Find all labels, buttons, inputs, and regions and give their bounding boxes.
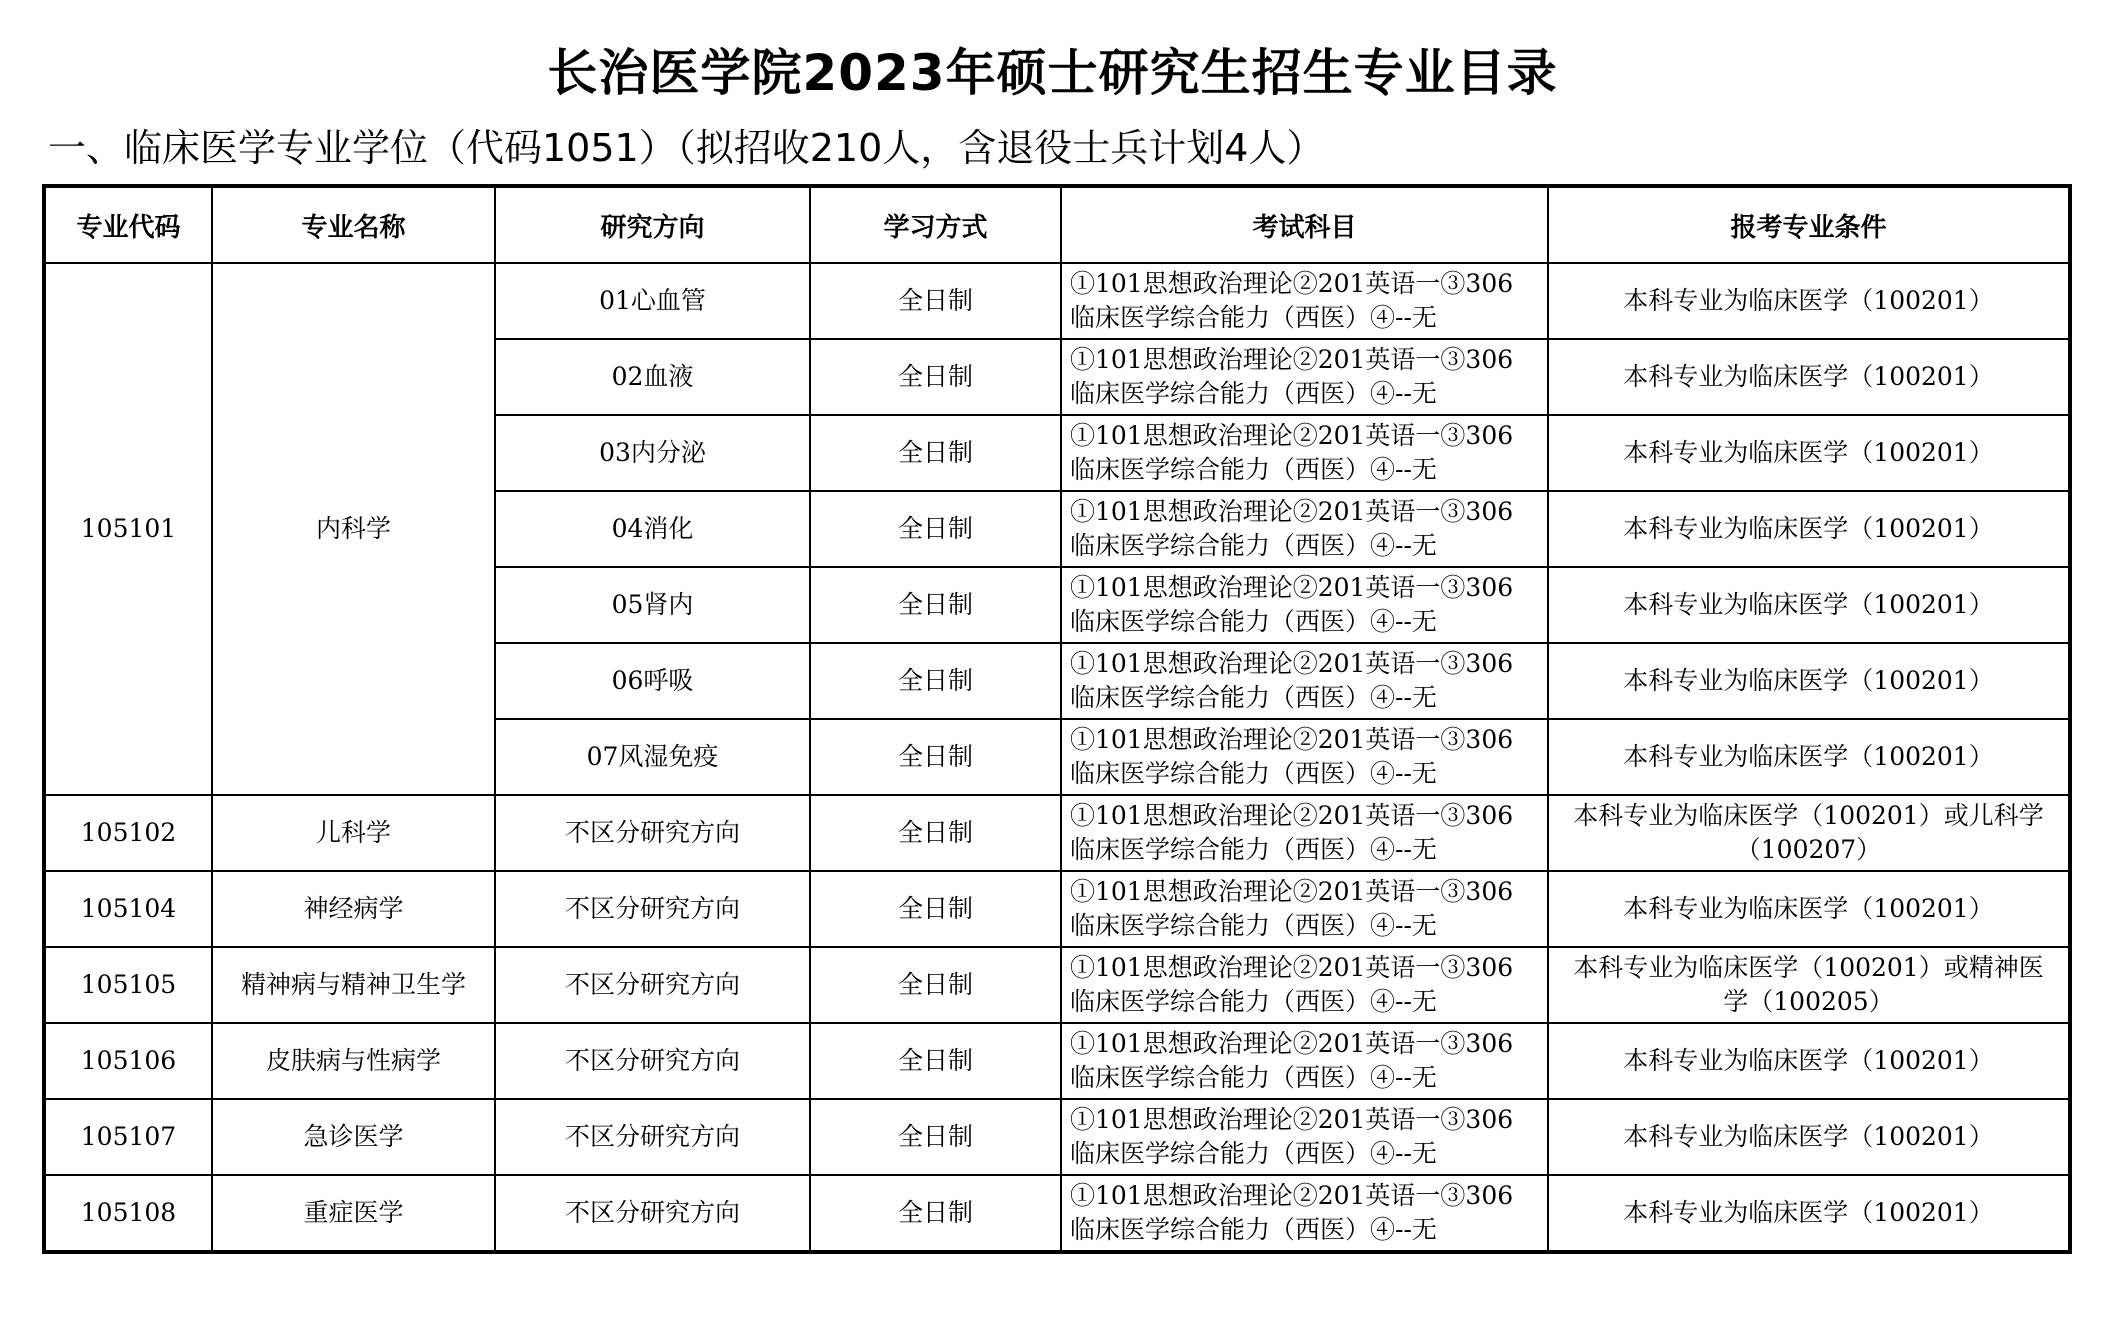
study-mode-cell: 全日制 <box>810 947 1061 1023</box>
exam-line-2: 临床医学综合能力（西医）④--无 <box>1070 531 1437 560</box>
exam-line-2: 临床医学综合能力（西医）④--无 <box>1070 303 1437 332</box>
header-application-requirements: 报考专业条件 <box>1548 186 2070 263</box>
exam-line-1: ①101思想政治理论②201英语一③306 <box>1070 1181 1514 1210</box>
requirement-line-1: 本科专业为临床医学（100201）或儿科学 <box>1573 801 2044 830</box>
direction-cell: 不区分研究方向 <box>495 1175 810 1252</box>
major-code-cell: 105108 <box>44 1175 212 1252</box>
direction-cell: 03内分泌 <box>495 415 810 491</box>
direction-cell: 04消化 <box>495 491 810 567</box>
major-code-cell: 105104 <box>44 871 212 947</box>
exam-line-1: ①101思想政治理论②201英语一③306 <box>1070 877 1514 906</box>
header-research-direction: 研究方向 <box>495 186 810 263</box>
header-exam-subjects: 考试科目 <box>1061 186 1548 263</box>
exam-line-1: ①101思想政治理论②201英语一③306 <box>1070 725 1514 754</box>
requirement-line-2: 学（100205） <box>1723 987 1894 1016</box>
direction-cell: 不区分研究方向 <box>495 1023 810 1099</box>
exam-subjects-cell <box>1061 871 1548 947</box>
requirement-cell: 本科专业为临床医学（100201） <box>1548 719 2070 795</box>
exam-subjects-cell <box>1061 1175 1548 1252</box>
study-mode-cell: 全日制 <box>810 263 1061 339</box>
major-name-cell: 内科学 <box>212 263 495 795</box>
exam-subjects-cell <box>1061 567 1548 643</box>
requirement-cell: 本科专业为临床医学（100201） <box>1548 339 2070 415</box>
direction-cell: 不区分研究方向 <box>495 871 810 947</box>
requirement-cell: 本科专业为临床医学（100201） <box>1548 415 2070 491</box>
requirement-cell <box>1548 947 2070 1023</box>
study-mode-cell: 全日制 <box>810 719 1061 795</box>
requirement-cell: 本科专业为临床医学（100201） <box>1548 491 2070 567</box>
table-row <box>44 871 2070 947</box>
direction-cell: 07风湿免疫 <box>495 719 810 795</box>
exam-subjects-cell <box>1061 947 1548 1023</box>
study-mode-cell: 全日制 <box>810 1099 1061 1175</box>
exam-subjects-cell <box>1061 491 1548 567</box>
exam-line-1: ①101思想政治理论②201英语一③306 <box>1070 421 1514 450</box>
exam-line-2: 临床医学综合能力（西医）④--无 <box>1070 1139 1437 1168</box>
exam-subjects-cell <box>1061 1023 1548 1099</box>
exam-line-2: 临床医学综合能力（西医）④--无 <box>1070 911 1437 940</box>
section-heading: 一、临床医学专业学位（代码1051）（拟招收210人，含退役士兵计划4人） <box>48 126 1325 170</box>
exam-line-2: 临床医学综合能力（西医）④--无 <box>1070 1215 1437 1244</box>
exam-subjects-cell <box>1061 795 1548 871</box>
direction-cell: 01心血管 <box>495 263 810 339</box>
major-name-cell: 重症医学 <box>212 1175 495 1252</box>
study-mode-cell: 全日制 <box>810 1175 1061 1252</box>
requirement-cell: 本科专业为临床医学（100201） <box>1548 263 2070 339</box>
exam-subjects-cell <box>1061 719 1548 795</box>
table-row <box>44 795 2070 871</box>
direction-cell: 不区分研究方向 <box>495 1099 810 1175</box>
requirement-cell: 本科专业为临床医学（100201） <box>1548 567 2070 643</box>
header-major-name: 专业名称 <box>212 186 495 263</box>
major-code-cell: 105101 <box>44 263 212 795</box>
major-name-cell: 儿科学 <box>212 795 495 871</box>
exam-line-1: ①101思想政治理论②201英语一③306 <box>1070 573 1514 602</box>
table-row <box>44 1175 2070 1252</box>
exam-line-1: ①101思想政治理论②201英语一③306 <box>1070 953 1514 982</box>
direction-cell: 05肾内 <box>495 567 810 643</box>
requirement-cell <box>1548 1175 2070 1252</box>
exam-line-2: 临床医学综合能力（西医）④--无 <box>1070 455 1437 484</box>
exam-line-1: ①101思想政治理论②201英语一③306 <box>1070 1029 1514 1058</box>
exam-line-1: ①101思想政治理论②201英语一③306 <box>1070 649 1514 678</box>
table-header-row <box>44 186 2070 263</box>
program-catalog-table <box>42 184 2072 1254</box>
requirement-cell <box>1548 1099 2070 1175</box>
requirement-line-1: 本科专业为临床医学（100201）或精神医 <box>1573 953 2044 982</box>
major-name-cell: 急诊医学 <box>212 1099 495 1175</box>
requirement-cell <box>1548 1023 2070 1099</box>
exam-line-2: 临床医学综合能力（西医）④--无 <box>1070 379 1437 408</box>
exam-subjects-cell <box>1061 263 1548 339</box>
study-mode-cell: 全日制 <box>810 567 1061 643</box>
major-code-cell: 105102 <box>44 795 212 871</box>
requirement-cell: 本科专业为临床医学（100201） <box>1548 643 2070 719</box>
exam-line-1: ①101思想政治理论②201英语一③306 <box>1070 497 1514 526</box>
requirement-cell <box>1548 871 2070 947</box>
requirement-line-1: 本科专业为临床医学（100201） <box>1623 1198 1994 1227</box>
exam-line-2: 临床医学综合能力（西医）④--无 <box>1070 835 1437 864</box>
exam-line-2: 临床医学综合能力（西医）④--无 <box>1070 759 1437 788</box>
requirement-cell <box>1548 795 2070 871</box>
study-mode-cell: 全日制 <box>810 491 1061 567</box>
direction-cell: 06呼吸 <box>495 643 810 719</box>
requirement-line-1: 本科专业为临床医学（100201） <box>1623 1122 1994 1151</box>
exam-line-1: ①101思想政治理论②201英语一③306 <box>1070 1105 1514 1134</box>
study-mode-cell: 全日制 <box>810 1023 1061 1099</box>
exam-subjects-cell <box>1061 1099 1548 1175</box>
header-study-mode: 学习方式 <box>810 186 1061 263</box>
table-row <box>44 947 2070 1023</box>
requirement-line-2: （100207） <box>1735 835 1882 864</box>
header-major-code: 专业代码 <box>44 186 212 263</box>
study-mode-cell: 全日制 <box>810 643 1061 719</box>
table-row <box>44 1023 2070 1099</box>
exam-line-2: 临床医学综合能力（西医）④--无 <box>1070 683 1437 712</box>
exam-line-1: ①101思想政治理论②201英语一③306 <box>1070 269 1514 298</box>
exam-line-1: ①101思想政治理论②201英语一③306 <box>1070 345 1514 374</box>
exam-line-1: ①101思想政治理论②201英语一③306 <box>1070 801 1514 830</box>
major-name-cell: 皮肤病与性病学 <box>212 1023 495 1099</box>
major-code-cell: 105107 <box>44 1099 212 1175</box>
major-name-cell: 精神病与精神卫生学 <box>212 947 495 1023</box>
table-row <box>44 263 2070 339</box>
study-mode-cell: 全日制 <box>810 871 1061 947</box>
direction-cell: 不区分研究方向 <box>495 795 810 871</box>
major-code-cell: 105106 <box>44 1023 212 1099</box>
study-mode-cell: 全日制 <box>810 339 1061 415</box>
study-mode-cell: 全日制 <box>810 415 1061 491</box>
study-mode-cell: 全日制 <box>810 795 1061 871</box>
major-name-cell: 神经病学 <box>212 871 495 947</box>
exam-subjects-cell <box>1061 643 1548 719</box>
requirement-line-1: 本科专业为临床医学（100201） <box>1623 894 1994 923</box>
direction-cell: 02血液 <box>495 339 810 415</box>
exam-line-2: 临床医学综合能力（西医）④--无 <box>1070 987 1437 1016</box>
exam-subjects-cell <box>1061 339 1548 415</box>
exam-line-2: 临床医学综合能力（西医）④--无 <box>1070 1063 1437 1092</box>
major-code-cell: 105105 <box>44 947 212 1023</box>
requirement-line-1: 本科专业为临床医学（100201） <box>1623 1046 1994 1075</box>
direction-cell: 不区分研究方向 <box>495 947 810 1023</box>
exam-subjects-cell <box>1061 415 1548 491</box>
table-row <box>44 1099 2070 1175</box>
document-title: 长治医学院2023年硕士研究生招生专业目录 <box>547 44 1558 102</box>
exam-line-2: 临床医学综合能力（西医）④--无 <box>1070 607 1437 636</box>
